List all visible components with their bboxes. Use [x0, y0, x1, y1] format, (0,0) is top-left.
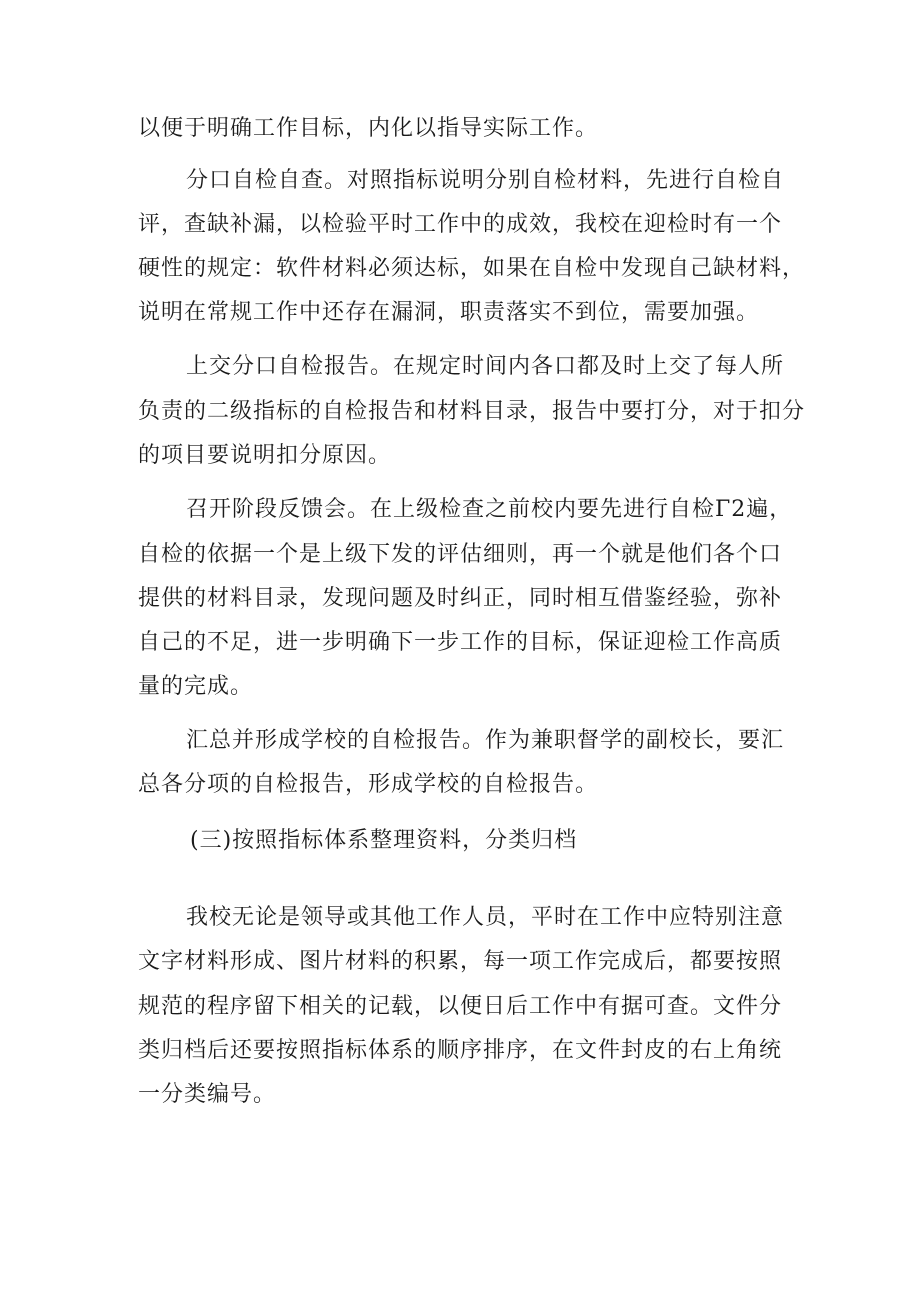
paragraph-submit-report-start: 上交分口自检报告。在规定时间内各口都及时上交了每人所 [186, 354, 785, 379]
text-line: 自检的依据一个是上级下发的评估细则，再一个就是他们各个口 [138, 542, 783, 567]
text-line: 自己的不足，进一步明确下一步工作的目标，保证迎检工作高质 [138, 630, 783, 655]
text-line: 文字材料形成、图片材料的积累，每一项工作完成后，都要按照 [138, 949, 783, 974]
section-heading: (三)按照指标体系整理资料，分类归档 [190, 828, 578, 853]
text-line: 总各分项的自检报告，形成学校的自检报告。 [138, 772, 599, 797]
text-line: 的项目要说明扣分原因。 [138, 443, 392, 468]
paragraph-feedback-meeting-start: 召开阶段反馈会。在上级检查之前校内要先进行自检Γ2遍， [186, 497, 793, 522]
text-line: 说明在常规工作中还存在漏洞，职责落实不到位，需要加强。 [138, 300, 760, 325]
text-line: 规范的程序留下相关的记载，以便日后工作中有据可查。文件分 [138, 994, 783, 1019]
text-line: 量的完成。 [138, 674, 254, 699]
text-line: 负责的二级指标的自检报告和材料目录，报告中要打分，对于扣分 [138, 399, 806, 424]
text-line: 类归档后还要按照指标体系的顺序排序，在文件封皮的右上角统 [138, 1038, 783, 1063]
text-line: 以便于明确工作目标，内化以指导实际工作。 [138, 116, 599, 141]
text-line: 一分类编号。 [138, 1082, 277, 1107]
paragraph-summary-report-start: 汇总并形成学校的自检报告。作为兼职督学的副校长，要汇 [186, 728, 785, 753]
text-line: 硬性的规定：软件材料必须达标，如果在自检中发现自己缺材料， [138, 256, 806, 281]
text-line: 提供的材料目录，发现问题及时纠正，同时相互借鉴经验，弥补 [138, 586, 783, 611]
text-line: 评，查缺补漏，以检验平时工作中的成效，我校在迎检时有一个 [138, 212, 783, 237]
paragraph-self-check-start: 分口自检自查。对照指标说明分别自检材料，先进行自检自 [186, 168, 785, 193]
paragraph-archive-start: 我校无论是领导或其他工作人员，平时在工作中应特别注意 [186, 905, 785, 930]
